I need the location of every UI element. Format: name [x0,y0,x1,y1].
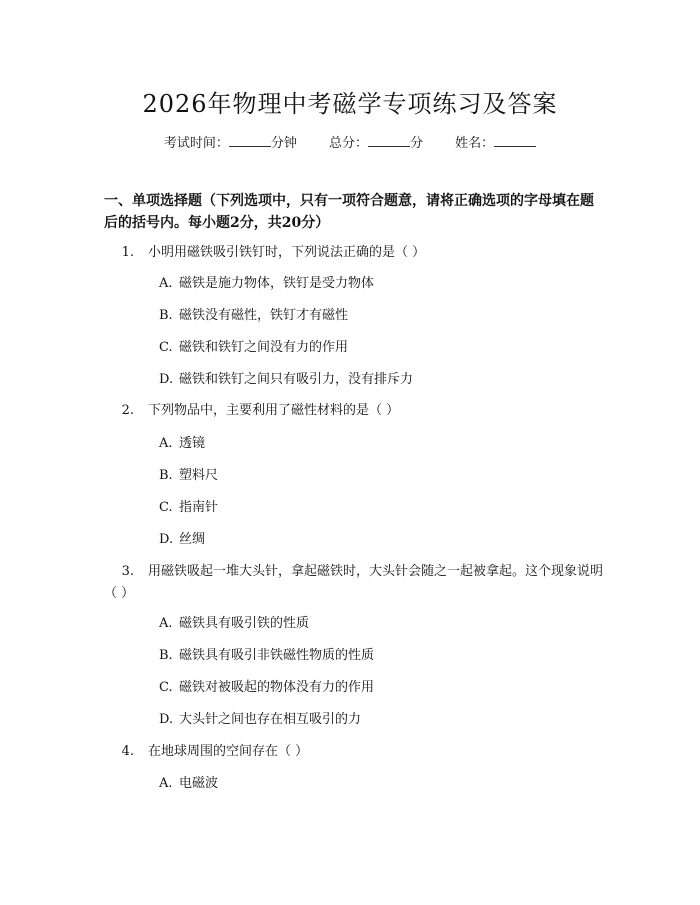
option-letter: D. [159,712,174,727]
option-text: 磁铁和铁钉之间只有吸引力，没有排斥力 [179,372,414,387]
page-title: 2026年物理中考磁学专项练习及答案 [142,90,558,118]
option-letter: C. [159,680,173,695]
option-text: 大头针之间也存在相互吸引的力 [179,712,362,727]
exam-time-label: 考试时间： [163,136,229,151]
option-text: 磁铁具有吸引铁的性质 [179,616,310,631]
option-letter: B. [159,308,173,323]
exam-info-line [0,132,700,151]
question-2-option-c[interactable] [159,498,218,518]
student-name-label: 姓名： [455,136,495,151]
option-letter: B. [159,468,173,483]
option-letter: A. [159,276,173,291]
option-text: 磁铁具有吸引非铁磁性物质的性质 [179,648,375,663]
option-letter: A. [159,776,173,791]
option-text: 电磁波 [179,776,219,791]
student-name-field [455,132,536,151]
option-text: 丝绸 [179,532,206,547]
question-number: 3. [121,564,134,579]
section-heading: 一、单项选择题（下列选项中，只有一项符合题意，请将正确选项的字母填在题后的括号内。每小题2分，共20分） [104,193,594,231]
question-3-option-c[interactable] [159,678,374,698]
option-text: 磁铁是施力物体，铁钉是受力物体 [179,276,375,291]
total-score-blank[interactable] [368,134,410,147]
question-text: 用磁铁吸起一堆大头针，拿起磁铁时，大头针会随之一起被拿起。这个现象说明（ ） [104,564,604,601]
question-number: 2. [121,403,134,418]
total-score-unit: 分 [410,136,424,151]
question-2-option-a[interactable] [159,434,205,454]
student-name-blank[interactable] [494,134,536,147]
question-1-option-b[interactable] [159,306,348,326]
question-2 [104,400,604,422]
question-1-option-d[interactable] [159,370,413,390]
question-3-option-a[interactable] [159,614,309,634]
option-letter: A. [159,616,173,631]
option-letter: B. [159,648,173,663]
exam-time-field [164,132,297,151]
option-text: 塑料尺 [179,468,219,483]
option-letter: C. [159,500,173,515]
question-2-option-d[interactable] [159,530,205,550]
question-text: 在地球周围的空间存在（ ） [148,744,309,759]
total-score-label: 总分： [328,136,368,151]
option-letter: D. [159,372,174,387]
question-3-option-d[interactable] [159,710,361,730]
exam-time-unit: 分钟 [270,136,297,151]
option-text: 磁铁和铁钉之间没有力的作用 [179,340,349,355]
question-2-option-b[interactable] [159,466,218,486]
question-text: 小明用磁铁吸引铁钉时，下列说法正确的是（ ） [148,245,426,260]
question-1-option-a[interactable] [159,274,374,294]
question-text: 下列物品中，主要利用了磁性材料的是（ ） [148,403,400,418]
question-number: 4. [121,744,134,759]
question-4-option-a[interactable] [159,774,218,794]
option-text: 指南针 [179,500,219,515]
option-text: 磁铁没有磁性，铁钉才有磁性 [179,308,349,323]
question-3-option-b[interactable] [159,646,374,666]
option-letter: D. [159,532,174,547]
option-letter: C. [159,340,173,355]
question-1 [104,242,604,264]
total-score-field [329,132,423,151]
question-3 [104,561,604,605]
question-4 [104,741,604,763]
question-1-option-c[interactable] [159,338,348,358]
option-text: 磁铁对被吸起的物体没有力的作用 [179,680,375,695]
option-letter: A. [159,436,173,451]
question-number: 1. [121,245,134,260]
option-text: 透镜 [179,436,206,451]
exam-time-blank[interactable] [229,134,271,147]
